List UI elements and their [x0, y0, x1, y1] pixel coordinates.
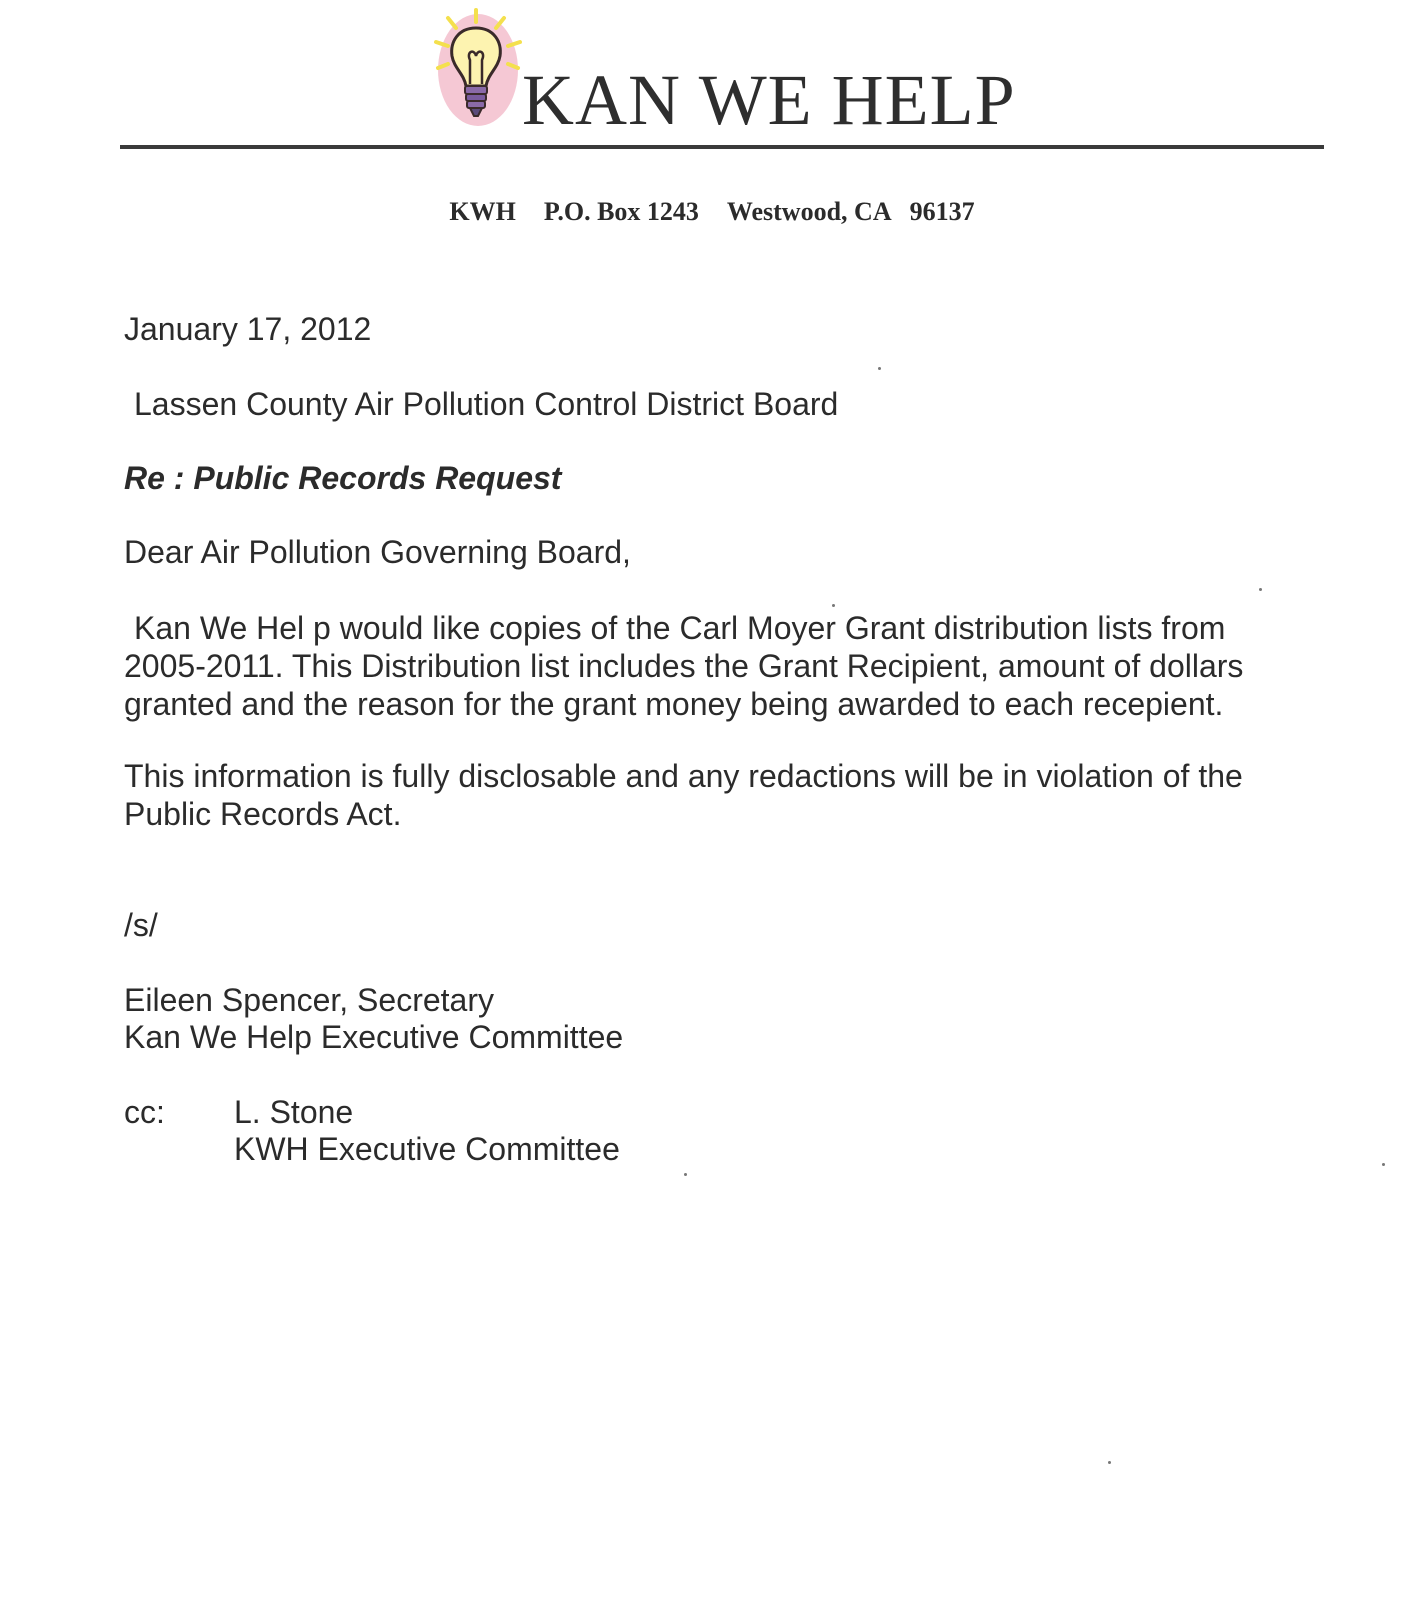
cc-label: cc: — [124, 1094, 165, 1130]
scan-speck — [1259, 588, 1262, 591]
letter-recipient: Lassen County Air Pollution Control District Board — [134, 386, 839, 422]
organization-name: KAN WE HELP — [522, 60, 1016, 140]
paragraph-line: Kan We Hel p would like copies of the Carl Moyer Grant distribution lists from — [134, 610, 1226, 646]
scan-speck — [832, 604, 835, 607]
address-po-box: P.O. Box 1243 — [543, 197, 699, 226]
address-zip: 96137 — [909, 197, 975, 226]
signature-mark: /s/ — [124, 907, 158, 943]
signer-organization: Kan We Help Executive Committee — [124, 1019, 624, 1055]
paragraph-line: This information is fully disclosable and any redactions will be in violation of the — [124, 758, 1243, 794]
paragraph-line: Public Records Act. — [124, 796, 402, 832]
letter-paragraph-1 — [124, 609, 1243, 723]
paragraph-line: 2005-2011. This Distribution list includes the Grant Recipient, amount of dollars — [124, 648, 1244, 684]
scan-speck — [1108, 1461, 1111, 1464]
letter-salutation: Dear Air Pollution Governing Board, — [124, 534, 631, 570]
address-city-state: Westwood, CA — [726, 197, 892, 226]
scan-speck — [1382, 1163, 1385, 1166]
letterhead — [0, 0, 1424, 160]
signer-name: Eileen Spencer, Secretary — [124, 982, 494, 1018]
light-bulb-icon — [434, 8, 526, 130]
letterhead-rule — [120, 145, 1324, 149]
scan-speck — [878, 367, 881, 370]
cc-name: L. Stone — [234, 1094, 354, 1130]
letter-paragraph-2 — [124, 757, 1243, 833]
letter-date: January 17, 2012 — [124, 311, 372, 347]
letter-subject: Re : Public Records Request — [124, 460, 562, 496]
cc-organization: KWH Executive Committee — [234, 1131, 620, 1167]
scan-speck — [684, 1173, 687, 1176]
address-abbr: KWH — [449, 197, 516, 226]
letterhead-address — [0, 196, 1424, 228]
paragraph-line: granted and the reason for the grant money being awarded to each recepient. — [124, 686, 1224, 722]
